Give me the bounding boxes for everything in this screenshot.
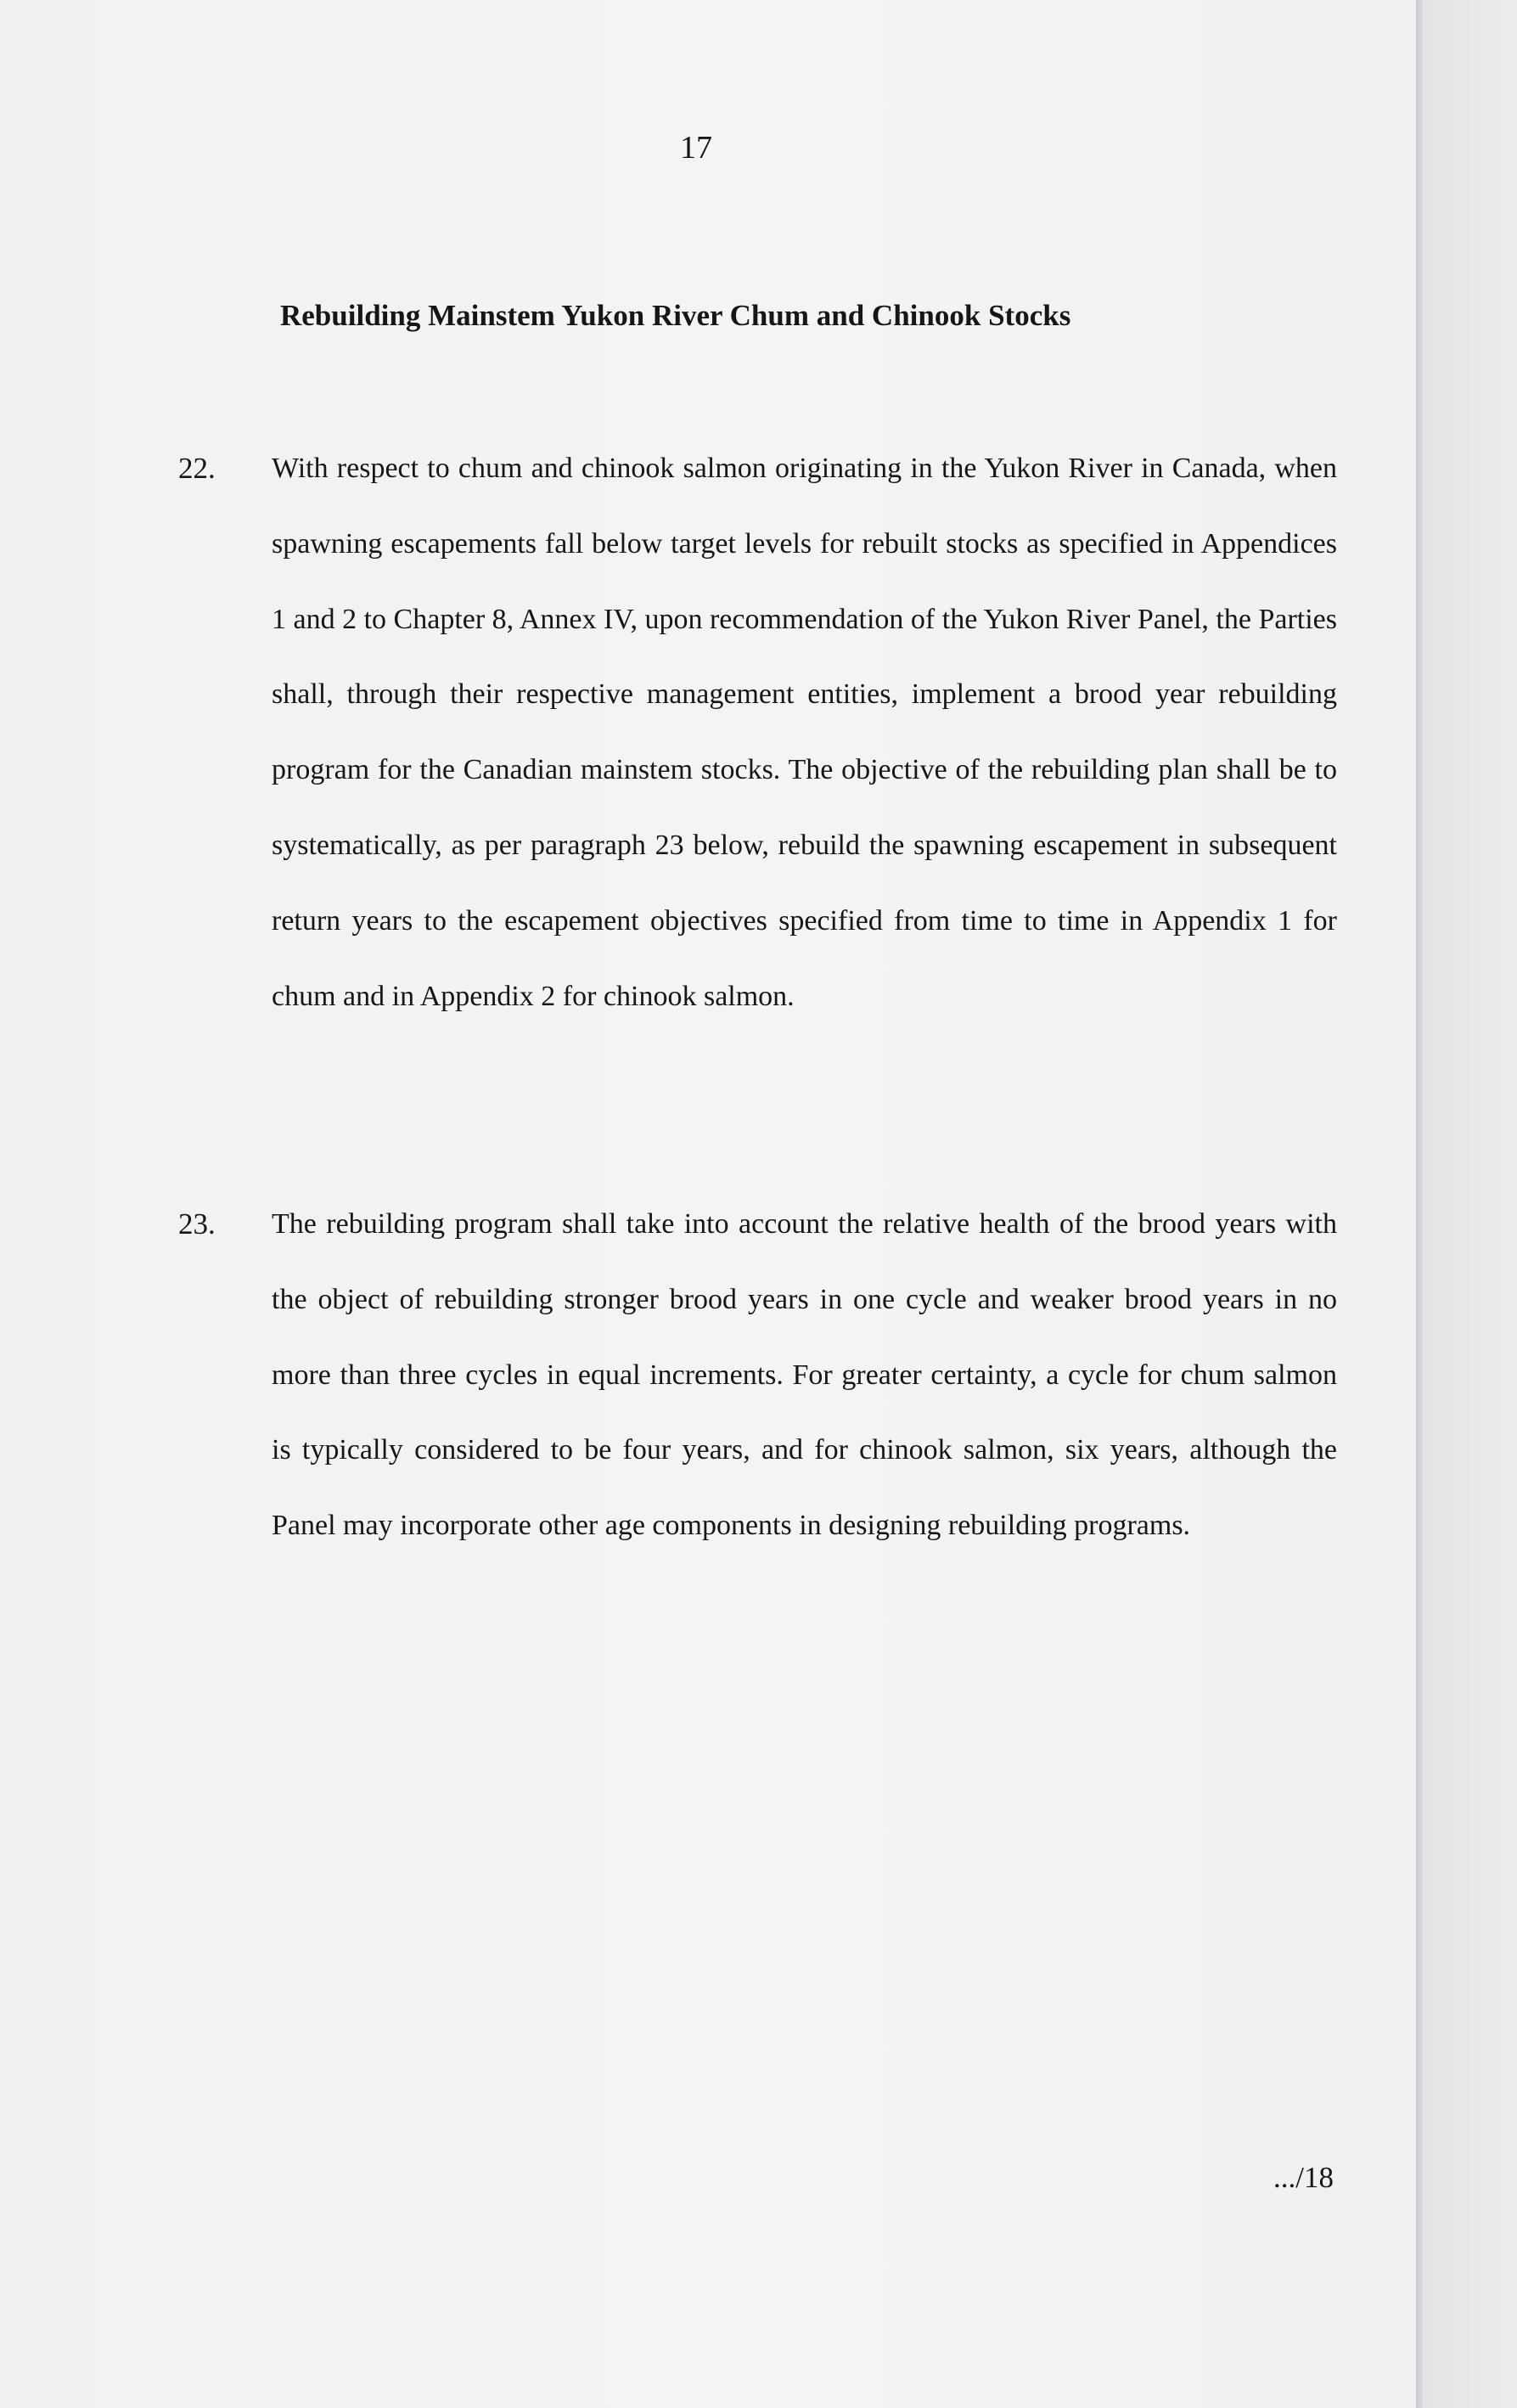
- paragraph-number-22: 22.: [178, 452, 216, 485]
- paragraph-23-text: The rebuilding program shall take into account the relative health of the brood years with the object of rebuilding stronger brood years in one cycle and weaker brood years in no more than three cycles in equal increments. For greater certainty, a cycle for chum salmon is typically considered to be four years, and for chinook salmon, six years, although the Panel may incorporate other age components in designing rebuilding programs.: [272, 1208, 1337, 1542]
- paragraph-22-text: With respect to chum and chinook salmon originating in the Yukon River in Canada, when spawning escapements fall below target levels for rebuilt stocks as specified in Appendices 1 and 2 to Chapter 8, Annex IV, upon recommendation of the Yukon River Panel, the Parties shall, through their respective management entities, implement a brood year rebuilding program for the Canadian mainstem stocks. The objective of the rebuilding plan shall be to systematically, as per paragraph 23 below, rebuild the spawning escapement in subsequent return years to the escapement objectives specified from time to time in Appendix 1 for chum and in Appendix 2 for chinook salmon.: [272, 453, 1337, 1012]
- section-heading: Rebuilding Mainstem Yukon River Chum and Chinook Stocks: [280, 299, 1071, 332]
- page-edge: [1416, 0, 1423, 2408]
- paragraph-number-23: 23.: [178, 1207, 216, 1241]
- next-page-indicator: .../18: [1273, 2161, 1334, 2194]
- underlying-sheet: [1423, 0, 1517, 2408]
- page-number: 17: [680, 130, 712, 166]
